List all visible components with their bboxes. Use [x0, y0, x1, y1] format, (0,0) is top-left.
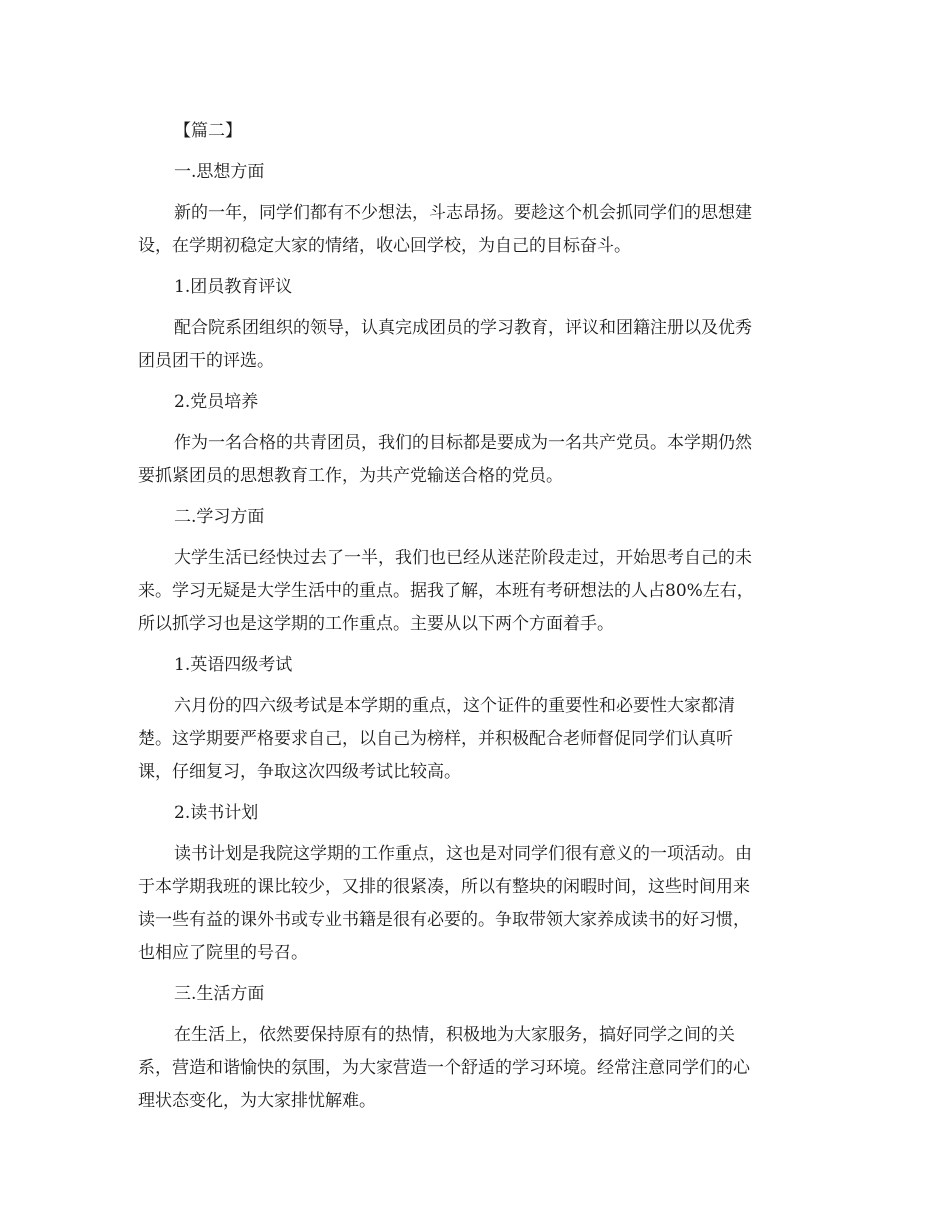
text-line: 课，仔细复习，争取这次四级考试比较高。: [138, 762, 461, 782]
subsection-heading-reading-plan: 2.读书计划: [174, 803, 259, 823]
paragraph-league-review: [138, 312, 812, 378]
text-line: 理状态变化，为大家排忧解难。: [138, 1091, 376, 1111]
text-line: 六月份的四六级考试是本学期的重点，这个证件的重要性和必要性大家都清: [174, 696, 735, 716]
section-heading-study: 二.学习方面: [174, 507, 265, 527]
text-line: 新的一年，同学们都有不少想法，斗志昂扬。要趁这个机会抓同学们的思想建: [174, 203, 752, 223]
text-line: 大学生活已经快过去了一半，我们也已经从迷茫阶段走过，开始思考自己的未: [174, 548, 752, 568]
text-line: 读书计划是我院这学期的工作重点，这也是对同学们很有意义的一项活动。由: [174, 844, 752, 864]
text-line: 设，在学期初稳定大家的情绪，收心回学校，为自己的目标奋斗。: [138, 236, 631, 256]
text-line: 配合院系团组织的领导，认真完成团员的学习教育，评议和团籍注册以及优秀: [174, 318, 752, 338]
part-title: 【篇二】: [174, 121, 242, 141]
text-line: 要抓紧团员的思想教育工作，为共产党输送合格的党员。: [138, 466, 563, 486]
text-line: 团员团干的评选。: [138, 351, 274, 371]
subsection-heading-league-review: 1.团员教育评议: [174, 277, 293, 297]
text-line: 于本学期我班的课比较少，又排的很紧凑，所以有整块的闲暇时间，这些时间用来: [138, 877, 750, 897]
paragraph-reading-plan: [138, 838, 812, 970]
paragraph-study-intro: [138, 542, 812, 641]
subsection-heading-party-training: 2.党员培养: [174, 392, 259, 412]
text-line: 在生活上，依然要保持原有的热情，积极地为大家服务，搞好同学之间的关: [174, 1025, 735, 1045]
section-heading-thought: 一.思想方面: [174, 162, 265, 182]
text-line: 所以抓学习也是这学期的工作重点。主要从以下两个方面着手。: [138, 614, 614, 634]
paragraph-party-training: [138, 427, 812, 493]
text-line: 也相应了院里的号召。: [138, 943, 308, 963]
text-line: 系，营造和谐愉快的氛围，为大家营造一个舒适的学习环境。经常注意同学们的心: [138, 1058, 750, 1078]
subsection-heading-cet4: 1.英语四级考试: [174, 655, 293, 675]
paragraph-life-intro: [138, 1019, 812, 1118]
paragraph-thought-intro: [138, 197, 812, 263]
section-heading-life: 三.生活方面: [174, 984, 265, 1004]
text-line: 作为一名合格的共青团员，我们的目标都是要成为一名共产党员。本学期仍然: [174, 433, 752, 453]
text-line: 来。学习无疑是大学生活中的重点。据我了解，本班有考研想法的人占80%左右，: [138, 581, 754, 601]
paragraph-cet4: [138, 690, 812, 789]
text-line: 楚。这学期要严格要求自己，以自己为榜样，并积极配合老师督促同学们认真听: [138, 729, 733, 749]
text-line: 读一些有益的课外书或专业书籍是很有必要的。争取带领大家养成读书的好习惯，: [138, 910, 750, 930]
